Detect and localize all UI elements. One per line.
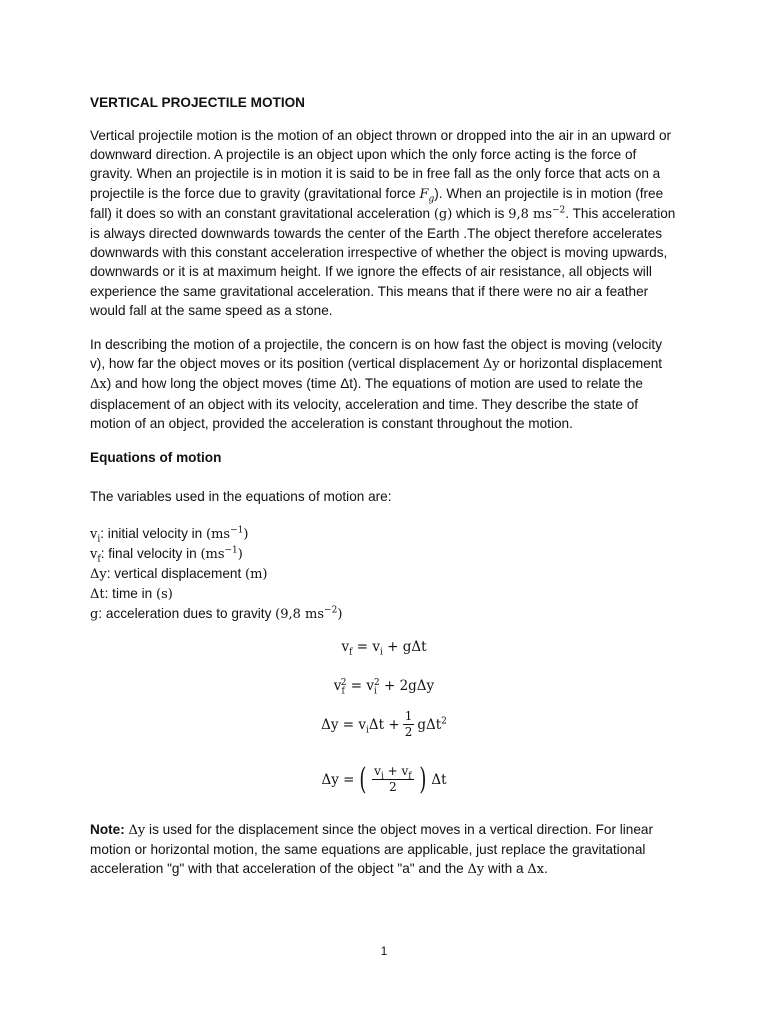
variable-dt: Δt: time in (s) — [90, 586, 173, 602]
equation-4: Δy = ( $\frac{v_i + v_f}{2}$ ) Δt — [321, 761, 447, 797]
equation-2: $v_f^2 = v_i^2 + 2g\Delta y$ — [333, 677, 435, 697]
p1-text-c: which is — [452, 205, 509, 221]
p1-text-d: . This acceleration is always directed downwards towards the center of the Earth .The object therefore accelerates downwards with this constant acceleration irrespective of whether the object is moving upwards, downwards or it is at maximum height. If we ignore the effects of air resistance, all objects will experience the same gravitational acceleration. This means that if there were no air a feather would fall at the same speed as a stone. — [90, 205, 676, 318]
g-symbol: (g) — [433, 206, 453, 222]
equation-3: $\Delta y = v_i\Delta t$ + $\frac{1}{2}$ gΔt$^2$ — [321, 709, 447, 739]
paragraph-intro — [90, 126, 680, 320]
note-paragraph: Note: Δy is used for the displacement since the object moves in a vertical direction. For linear motion or horizontal motion, the same equations are applicable, just replace the gravitational acceleration "g" with that acceleration of the object "a" and the Δy with a Δx. — [90, 822, 654, 878]
page-number: 1 — [380, 944, 388, 958]
variable-g: g: acceleration dues to gravity (9,8 $ms^{-2}$) — [90, 605, 343, 622]
delta-y-symbol: Δy — [482, 357, 500, 373]
variable-vi: $v_i$: initial velocity in $(ms^{-1})$ — [90, 525, 249, 545]
variables-intro: The variables used in the equations of motion are: — [90, 489, 392, 504]
note-label: Note: — [90, 822, 125, 837]
fraction-average-velocity: $\frac{v_i + v_f}{2}$ — [374, 764, 412, 794]
gravity-force-symbol: $F_g$ — [419, 186, 435, 205]
delta-x-symbol: Δx — [90, 377, 107, 393]
paragraph-description: In describing the motion of a projectile, the concern is on how fast the object is moving (velocity v), how far the object moves or its position (vertical displacement Δy or horizontal displacement Δx) and how long the object moves (time Δt). The equations of motion are used to relate the displacement of an object with its velocity, acceleration and time. They describe the state of motion of an object, provided the acceleration is constant throughout the motion. — [90, 337, 663, 431]
p1-text-a: Vertical projectile motion is the motion of an object thrown or dropped into the air in an upward or downward direction. A projectile is an object upon which the only force acting is the force of gravity. When an projectile is in motion it is said to be in free fall as the only force that acts on a projectile is the force due to gravity (gravitational force — [90, 128, 672, 201]
variable-dy: Δy: vertical displacement (m) — [90, 566, 268, 582]
equation-1: $v_f = v_i + g\Delta t$ — [341, 639, 427, 658]
p1-text-b: ). When an projectile is in motion (free fall) it does so with an constant gravitational acceleration — [90, 185, 664, 221]
variable-vf: $v_f$: final velocity in $(ms^{-1})$ — [90, 545, 243, 565]
section-heading-equations: Equations of motion — [90, 450, 222, 465]
fraction-one-half: $\frac{1}{2}$ — [404, 709, 413, 739]
document-title: VERTICAL PROJECTILE MOTION — [90, 95, 305, 110]
g-value: 9,8 $ms^{-2}$ — [508, 205, 566, 222]
variables-list — [90, 524, 342, 624]
